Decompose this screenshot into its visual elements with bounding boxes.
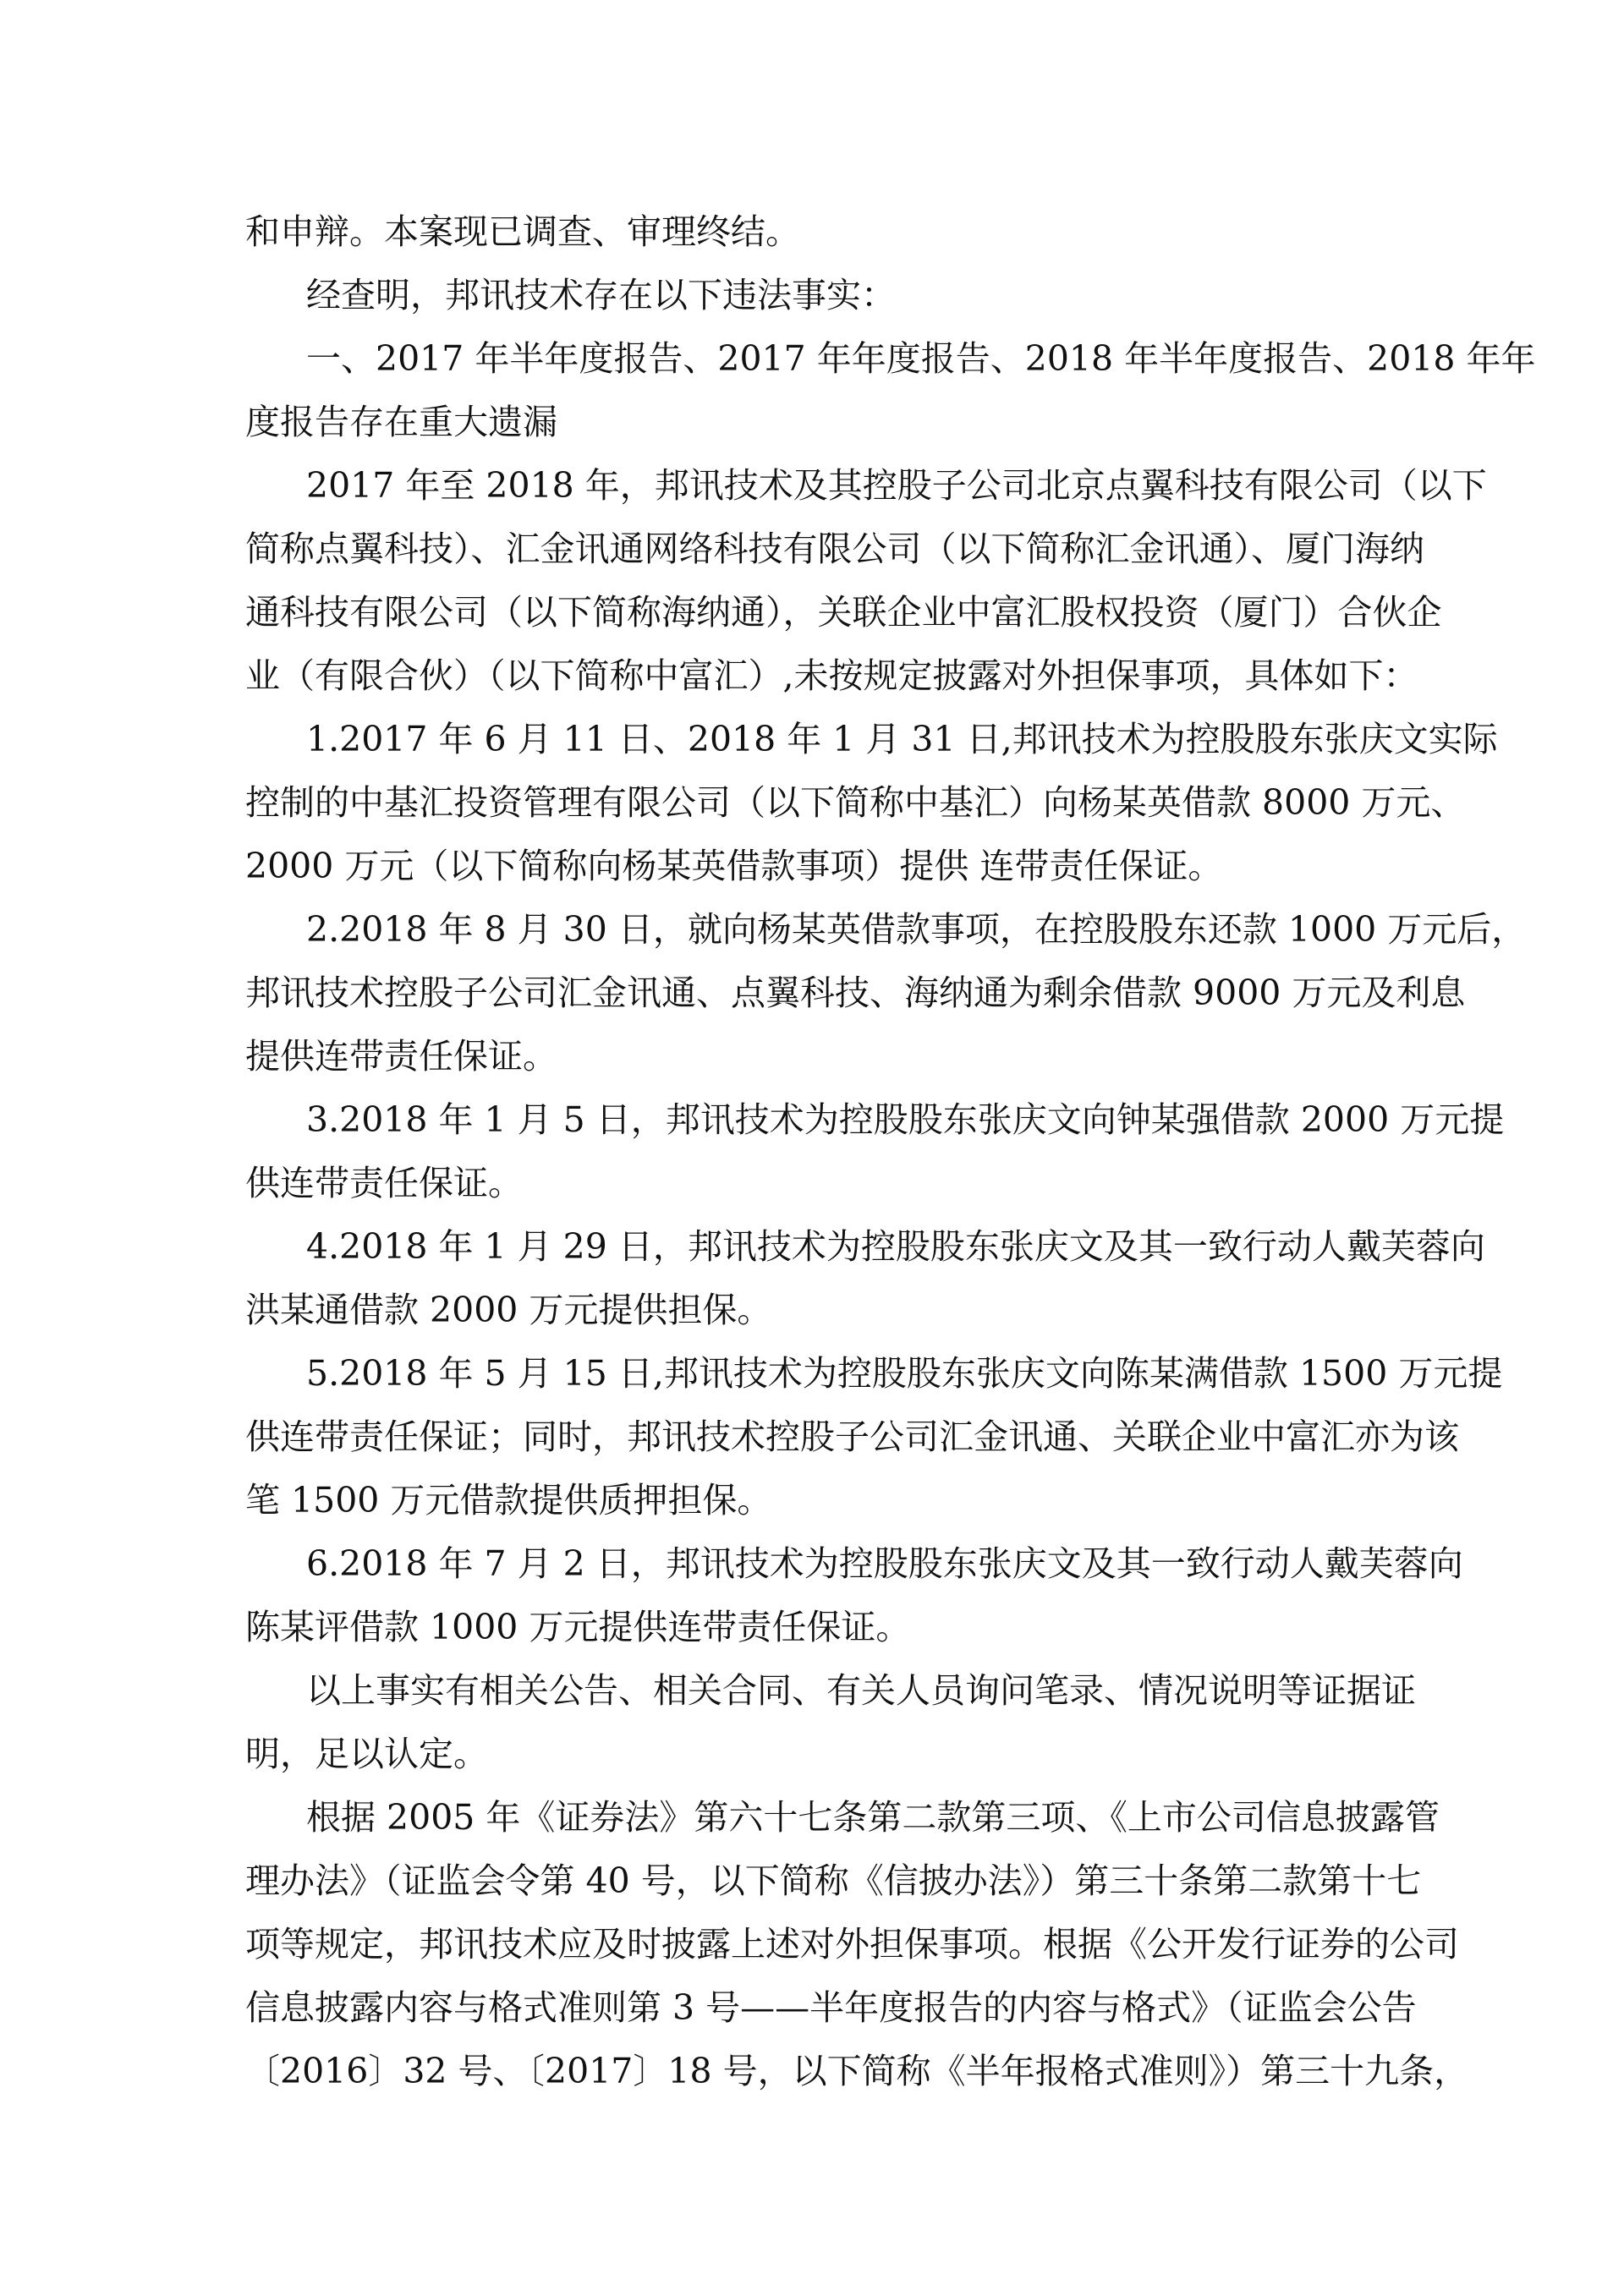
paragraph <box>245 1786 1469 2103</box>
text-line: 控制的中基汇投资管理有限公司（以下简称中基汇）向杨某英借款 8000 万元、 <box>245 782 1466 823</box>
text-line: 信息披露内容与格式准则第 3 号——半年度报告的内容与格式》（证监会公告 <box>245 1987 1417 2028</box>
text-line: 通科技有限公司（以下简称海纳通），关联企业中富汇股权投资（厦门）合伙企 <box>245 592 1442 633</box>
text-line: 邦讯技术控股子公司汇金讯通、点翼科技、海纳通为剩余借款 9000 万元及利息 <box>245 973 1466 1013</box>
text-line: 供连带责任保证。 <box>245 1163 523 1203</box>
text-line: 〔2016〕32 号、〔2017〕18 号，以下简称《半年报格式准则》）第三十九条， <box>245 2051 1469 2091</box>
text-line: 3.2018 年 1 月 5 日，邦讯技术为控股股东张庆文向钟某强借款 2000 万元提 <box>306 1099 1505 1140</box>
text-line: 供连带责任保证；同时，邦讯技术控股子公司汇金讯通、关联企业中富汇亦为该 <box>245 1417 1459 1457</box>
text-line: 经查明，邦讯技术存在以下违法事实： <box>306 275 896 315</box>
text-line: 以上事实有相关公告、相关合同、有关人员询问笔录、情况说明等证据证 <box>306 1670 1416 1711</box>
text-line: 度报告存在重大遗漏 <box>245 402 557 442</box>
paragraph <box>245 264 1387 327</box>
paragraph <box>245 708 1498 898</box>
paragraph <box>245 1088 1505 1215</box>
text-line: 陈某评借款 1000 万元提供连带责任保证。 <box>245 1607 911 1647</box>
paragraph <box>245 1342 1503 1532</box>
text-line: 2.2018 年 8 月 30 日，就向杨某英借款事项，在控股股东还款 1000 万元后， <box>306 909 1527 950</box>
text-line: 笔 1500 万元借款提供质押担保。 <box>245 1480 772 1521</box>
document-body <box>245 200 1536 2103</box>
paragraph <box>245 200 1387 264</box>
paragraph <box>245 327 1536 454</box>
text-line: 4.2018 年 1 月 29 日，邦讯技术为控股股东张庆文及其一致行动人戴芙蓉向 <box>306 1226 1485 1267</box>
text-line: 一、2017 年半年度报告、2017 年年度报告、2018 年半年度报告、2018 年年 <box>306 338 1536 379</box>
text-line: 提供连带责任保证。 <box>245 1036 557 1077</box>
text-line: 项等规定，邦讯技术应及时披露上述对外担保事项。根据《公开发行证券的公司 <box>245 1924 1459 1964</box>
paragraph <box>245 1659 1416 1786</box>
text-line: 2000 万元（以下简称向杨某英借款事项）提供 连带责任保证。 <box>245 846 1223 886</box>
text-line: 明，足以认定。 <box>245 1734 488 1774</box>
paragraph <box>245 1532 1463 1659</box>
text-line: 1.2017 年 6 月 11 日、2018 年 1 月 31 日,邦讯技术为控股股东张庆文实际 <box>306 719 1498 759</box>
text-line: 洪某通借款 2000 万元提供担保。 <box>245 1290 772 1330</box>
text-line: 理办法》（证监会令第 40 号，以下简称《信披办法》）第三十条第二款第十七 <box>245 1860 1422 1901</box>
text-line: 6.2018 年 7 月 2 日，邦讯技术为控股股东张庆文及其一致行动人戴芙蓉向 <box>306 1543 1463 1584</box>
paragraph <box>245 898 1527 1088</box>
text-line: 5.2018 年 5 月 15 日,邦讯技术为控股股东张庆文向陈某满借款 1500 万元提 <box>306 1353 1503 1394</box>
text-line: 和申辩。本案现已调查、审理终结。 <box>245 211 800 252</box>
text-line: 简称点翼科技）、汇金讯通网络科技有限公司（以下简称汇金讯通）、厦门海纳 <box>245 529 1424 569</box>
text-line: 2017 年至 2018 年，邦讯技术及其控股子公司北京点翼科技有限公司（以下 <box>306 465 1487 506</box>
text-line: 根据 2005 年《证券法》第六十七条第二款第三项、《上市公司信息披露管 <box>306 1797 1440 1838</box>
paragraph <box>245 454 1487 708</box>
text-line: 业（有限合伙）（以下简称中富汇）,未按规定披露对外担保事项，具体如下： <box>245 655 1418 696</box>
paragraph <box>245 1215 1485 1342</box>
